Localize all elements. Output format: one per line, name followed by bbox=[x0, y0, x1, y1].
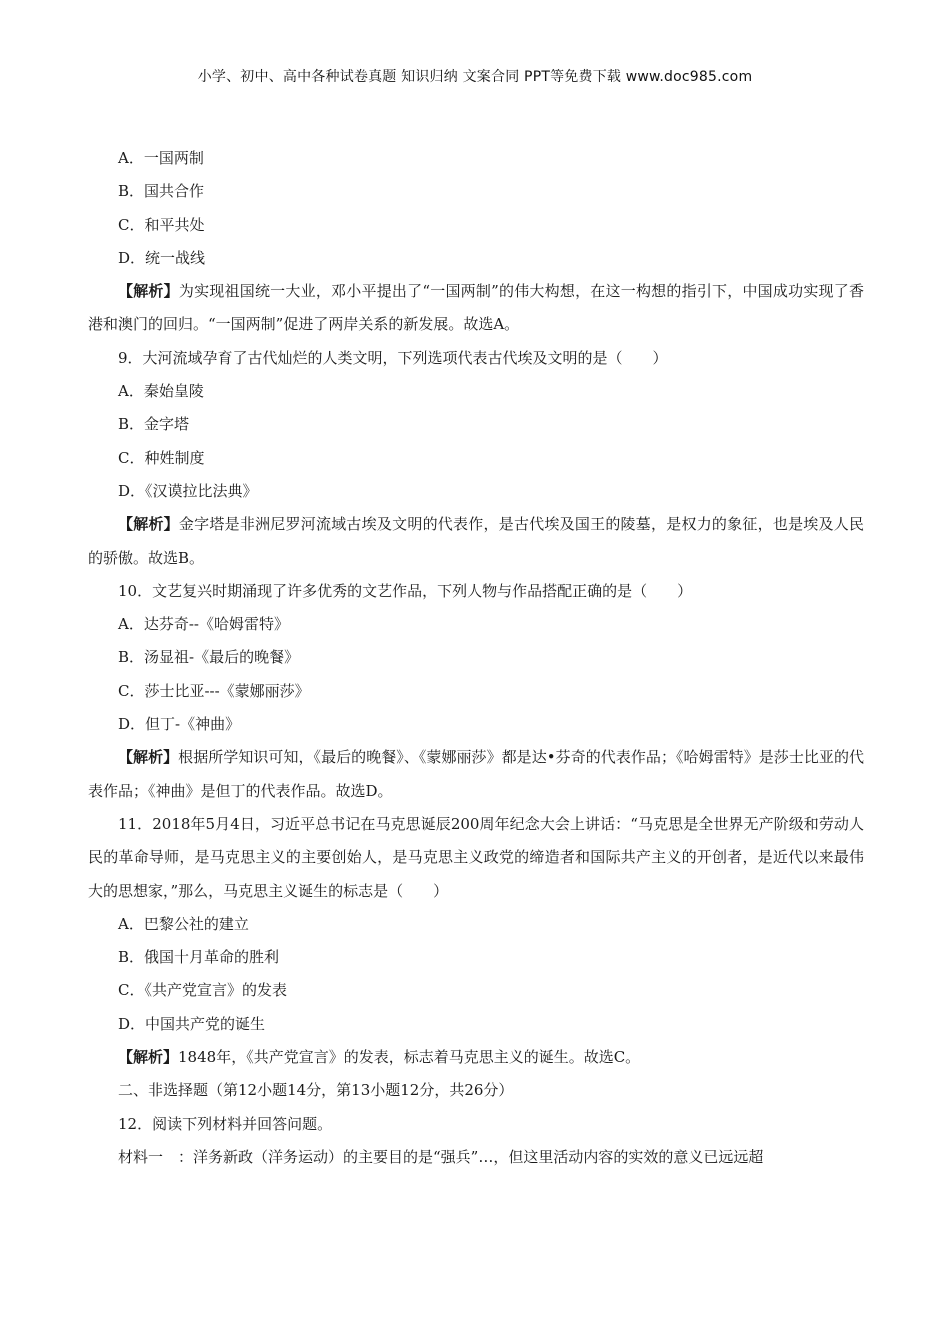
analysis-text: 为实现祖国统一大业，邓小平提出了“一国两制”的伟大构想，在这一构想的指引下，中国成功实现了香港和澳门的回归。“一国两制”促进了两岸关系的新发展。故选A。 bbox=[88, 282, 864, 334]
analysis-tag: 【解析】 bbox=[118, 1048, 179, 1067]
option-d: D．统一战线 bbox=[118, 248, 206, 267]
option-a: A．一国两制 bbox=[118, 149, 204, 167]
option-c: C．《共产党宣言》的发表 bbox=[118, 981, 287, 1000]
option-c: C．莎士比亚---《蒙娜丽莎》 bbox=[118, 681, 310, 700]
option-b: B．俄国十月革命的胜利 bbox=[118, 948, 280, 967]
analysis-tag: 【解析】 bbox=[118, 748, 179, 767]
option-d: D．中国共产党的诞生 bbox=[118, 1014, 266, 1033]
question-11-block bbox=[88, 808, 864, 1074]
option-c: C．种姓制度 bbox=[118, 448, 205, 467]
option-b: B．国共合作 bbox=[118, 182, 205, 201]
question-8-block bbox=[88, 142, 864, 342]
question-9-block bbox=[88, 342, 864, 575]
page-header-watermark: 小学、初中、高中各种试卷真题 知识归纳 文案合同 PPT等免费下载 www.doc985.com bbox=[197, 69, 753, 85]
analysis-tag: 【解析】 bbox=[118, 515, 179, 534]
question-stem: 12．阅读下列材料并回答问题。 bbox=[118, 1114, 333, 1133]
analysis-text: 根据所学知识可知，《最后的晚餐》、《蒙娜丽莎》都是达•芬奇的代表作品；《哈姆雷特》是莎士比亚的代表作品；《神曲》是但丁的代表作品。故选D。 bbox=[88, 748, 864, 800]
option-a: A．秦始皇陵 bbox=[118, 382, 204, 401]
analysis-tag: 【解析】 bbox=[118, 282, 179, 301]
question-stem: 10．文艺复兴时期涌现了许多优秀的文艺作品，下列人物与作品搭配正确的是（ ） bbox=[118, 581, 693, 600]
material-one: 材料一 ：洋务新政（洋务运动）的主要目的是“强兵”…，但这里活动内容的实效的意义已远远超 bbox=[118, 1147, 764, 1166]
option-a: A．巴黎公社的建立 bbox=[118, 914, 249, 933]
section-title: 二、非选择题（第12小题14分，第13小题12分，共26分） bbox=[118, 1081, 514, 1100]
option-a: A．达芬奇--《哈姆雷特》 bbox=[118, 615, 289, 634]
analysis-text: 1848年，《共产党宣言》的发表，标志着马克思主义的诞生。故选C。 bbox=[178, 1048, 641, 1067]
option-b: B．金字塔 bbox=[118, 415, 190, 434]
option-b: B．汤显祖-《最后的晚餐》 bbox=[118, 648, 300, 667]
document-body bbox=[88, 142, 864, 1174]
analysis-paragraph bbox=[88, 508, 864, 575]
question-stem: 11．2018年5月4日，习近平总书记在马克思诞辰200周年纪念大会上讲话：“马克思是全世界无产阶级和劳动人民的革命导师，是马克思主义的主要创始人，是马克思主义政党的缔造者和国际共产主义的开创者，是近代以来最伟大的思想家，”那么，马克思主义诞生的标志是（ ） bbox=[88, 814, 864, 900]
question-12-block bbox=[88, 1108, 864, 1175]
analysis-paragraph bbox=[88, 741, 864, 808]
analysis-paragraph bbox=[88, 275, 864, 342]
analysis-paragraph bbox=[88, 1041, 864, 1074]
option-c: C．和平共处 bbox=[118, 215, 205, 234]
analysis-text: 金字塔是非洲尼罗河流域古埃及文明的代表作，是古代埃及国王的陵墓，是权力的象征，也是埃及人民的骄傲。故选B。 bbox=[88, 515, 864, 567]
question-10-block bbox=[88, 575, 864, 808]
option-d: D．《汉谟拉比法典》 bbox=[118, 481, 258, 500]
option-d: D．但丁-《神曲》 bbox=[118, 715, 241, 734]
question-stem: 9．大河流域孕育了古代灿烂的人类文明，下列选项代表古代埃及文明的是（ ） bbox=[118, 348, 668, 367]
